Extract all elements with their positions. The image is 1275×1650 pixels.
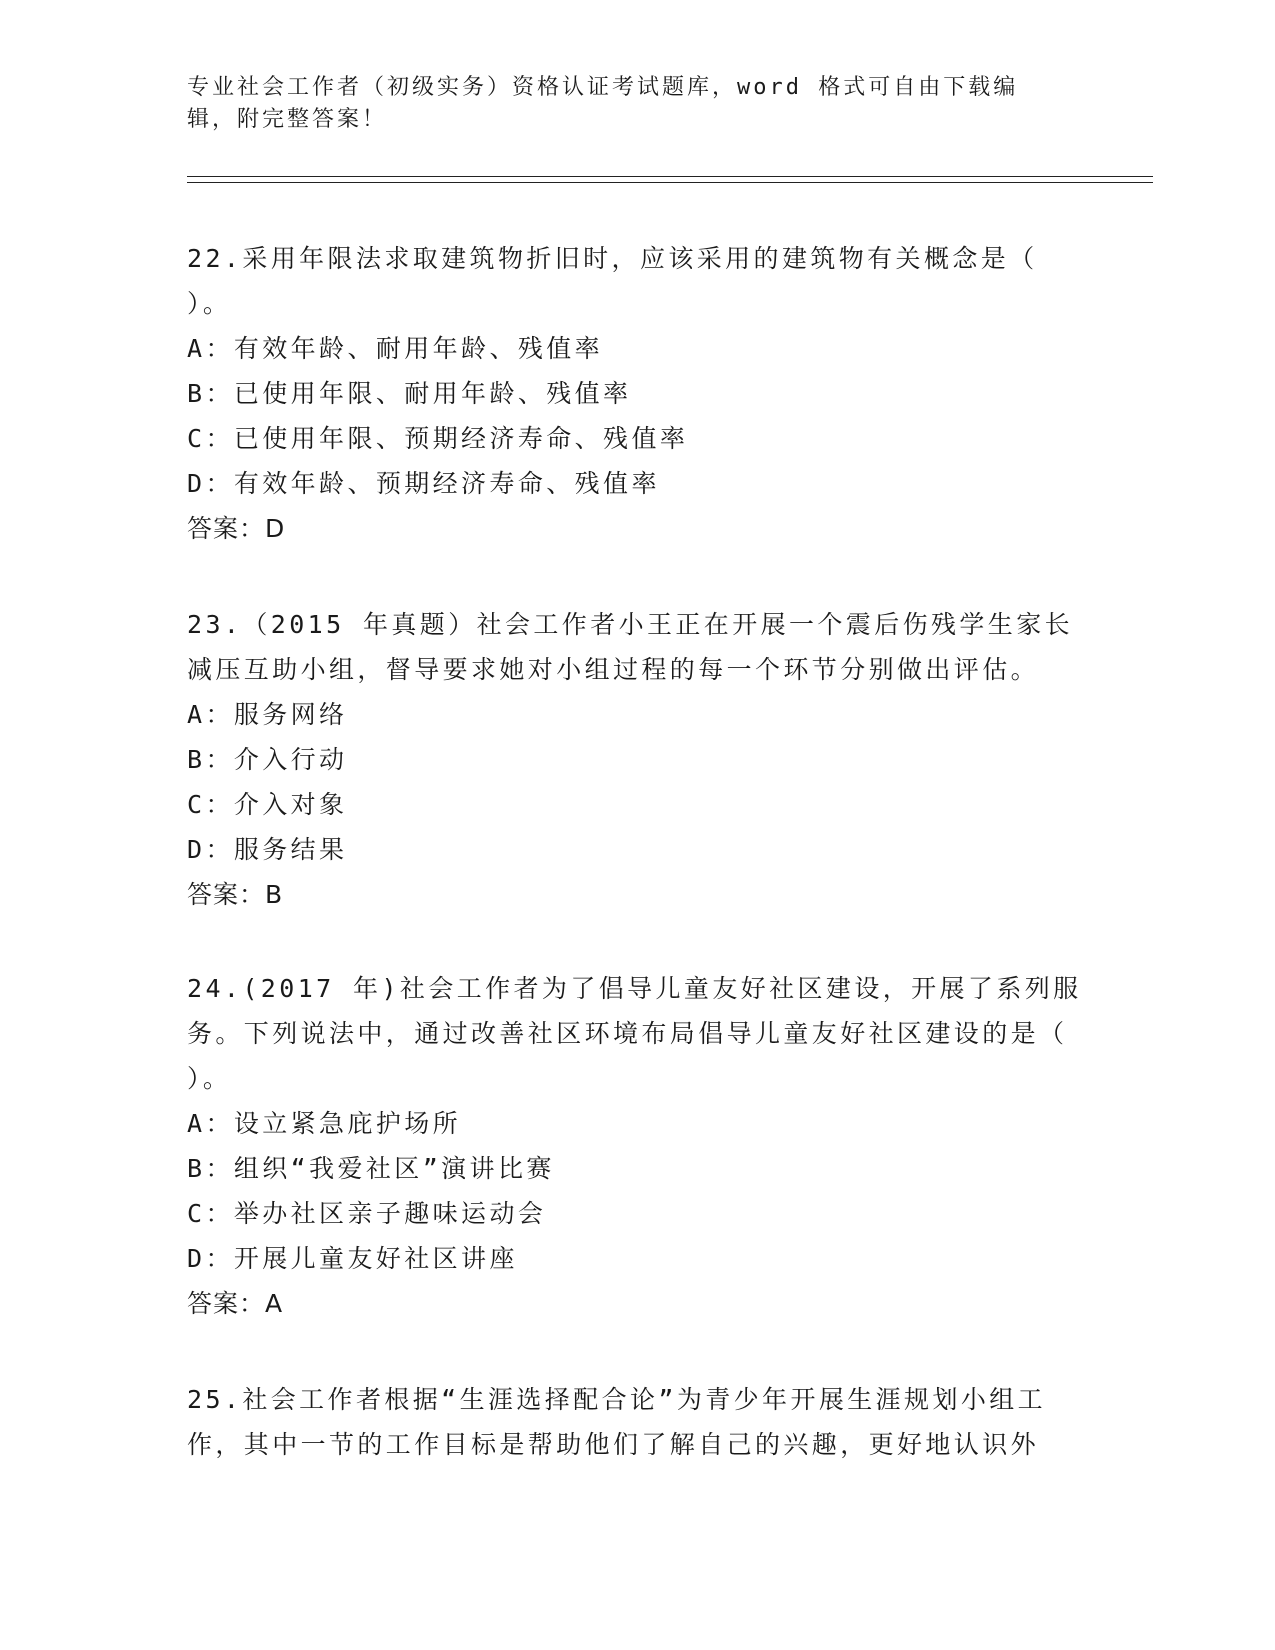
question-25: [187, 1377, 1087, 1467]
header-note: 专业社会工作者（初级实务）资格认证考试题库，word 格式可自由下载编辑，附完整答案！: [187, 75, 1019, 132]
answer: 答案：A: [187, 1289, 284, 1318]
header-divider: [187, 176, 1153, 177]
option-b: B：已使用年限、耐用年龄、残值率: [187, 379, 632, 408]
header-divider-secondary: [187, 182, 1153, 183]
option-d: D：开展儿童友好社区讲座: [187, 1244, 518, 1273]
question-stem: 24.(2017 年)社会工作者为了倡导儿童友好社区建设，开展了系列服务。下列说法中，通过改善社区环境布局倡导儿童友好社区建设的是（ ）。: [187, 974, 1082, 1093]
question-24: [187, 966, 1087, 1326]
option-c: C：举办社区亲子趣味运动会: [187, 1199, 547, 1228]
question-23: [187, 602, 1087, 917]
answer: 答案：D: [187, 514, 286, 543]
option-b: B：组织“我爱社区”演讲比赛: [187, 1154, 555, 1183]
option-b: B：介入行动: [187, 745, 348, 774]
answer: 答案：B: [187, 880, 284, 909]
option-c: C：介入对象: [187, 790, 348, 819]
question-22: [187, 236, 1087, 551]
option-a: A：设立紧急庇护场所: [187, 1109, 462, 1138]
question-stem: 23.（2015 年真题）社会工作者小王正在开展一个震后伤残学生家长减压互助小组，督导要求她对小组过程的每一个环节分别做出评估。: [187, 610, 1074, 684]
option-a: A：服务网络: [187, 700, 348, 729]
option-d: D：服务结果: [187, 835, 348, 864]
question-stem: 22.采用年限法求取建筑物折旧时，应该采用的建筑物有关概念是（ ）。: [187, 244, 1038, 318]
option-c: C：已使用年限、预期经济寿命、残值率: [187, 424, 689, 453]
option-a: A：有效年龄、耐用年龄、残值率: [187, 334, 604, 363]
question-stem: 25.社会工作者根据“生涯选择配合论”为青少年开展生涯规划小组工作，其中一节的工作目标是帮助他们了解自己的兴趣，更好地认识外: [187, 1385, 1047, 1459]
option-d: D：有效年龄、预期经济寿命、残值率: [187, 469, 660, 498]
